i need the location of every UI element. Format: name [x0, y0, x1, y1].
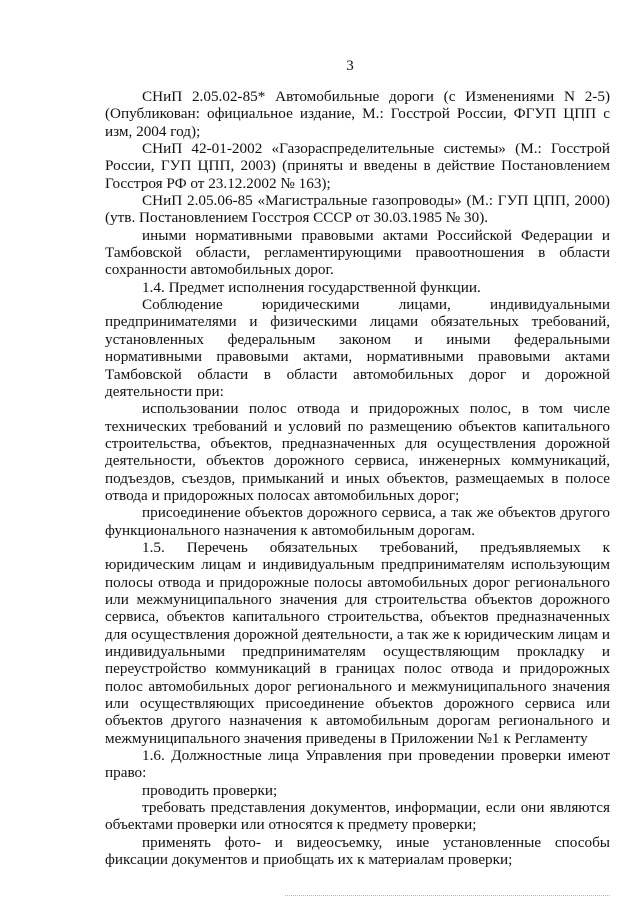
page-number: 3 [346, 58, 354, 74]
paragraph-connection-of-objects: присоединение объектов дорожного сервиса, а так же объектов другого функционального назначения к автомобильным дорогам. [105, 504, 610, 539]
list-item-request-documents: требовать представления документов, информации, если они являются объектами проверки или относятся к предмету проверки; [105, 799, 610, 834]
paragraph-snip-gas-pipelines: СНиП 2.05.06-85 «Магистральные газопроводы» (М.: ГУП ЦПП, 2000) (утв. Постановлением Госстроя СССР от 30.03.1985 № 30). [105, 192, 610, 227]
bottom-divider [285, 895, 610, 896]
paragraph-other-legal-acts: иными нормативными правовыми актами Российской Федерации и Тамбовской области, регламентирующими правоотношения в области сохранности автомобильных дорог. [105, 226, 610, 279]
list-item-photo-video: применять фото- и видеосъемку, иные установленные способы фиксации документов и приобщать их к материалам проверки; [105, 833, 610, 869]
section-heading-1-4: 1.4. Предмет исполнения государственной функции. [142, 278, 481, 296]
paragraph-compliance: Соблюдение юридическими лицами, индивидуальными предпринимателями и физическими лицами обязательных требований, установленных федеральным законом и иными федеральными нормативными правовыми актами, нормативными правовыми актами Тамбовской области в области автомобильных дорог и дорожной деятельности при: [105, 296, 610, 400]
section-1-5-requirements: 1.5. Перечень обязательных требований, предъявляемых к юридическим лицам и индивидуальным предпринимателям использующим полосы отвода и придорожные полосы автомобильных дорог регионального или межмуниципального значения для строительства объектов дорожного сервиса, объектов капитального строительства, объектов предназначенных для осуществления дорожной деятельности, а так же к юридическим лицам и индивидуальными предпринимателям осуществляющим прокладку и переустройство коммуникаций в границах полос отвода и придорожных полос автомобильных дорог регионального и межмуниципального значения или осуществляющих присоединение объектов дорожного сервиса или объектов другого назначения к автомобильным дорогам регионального и межмуниципального значения приведены в Приложении №1 к Регламенту [105, 538, 610, 747]
paragraph-snip-gas-distribution: СНиП 42-01-2002 «Газораспределительные системы» (М.: Госстрой России, ГУП ЦПП, 2003) (приняты и введены в действие Постановлением Госстроя РФ от 23.12.2002 № 163); [105, 140, 610, 192]
list-item-conduct-inspections: проводить проверки; [142, 781, 278, 799]
section-1-6-officials-rights: 1.6. Должностные лица Управления при проведении проверки имеют право: [105, 747, 610, 782]
paragraph-snip-roads: СНиП 2.05.02-85* Автомобильные дороги (с Изменениями N 2-5) (Опубликован: официальное издание, М.: Госстрой России, ФГУП ЦПП с изм, 2004 год); [105, 88, 610, 140]
paragraph-use-of-right-of-way: использовании полос отвода и придорожных полос, в том числе технических требований и условий по размещению объектов капитального строительства, объектов, предназначенных для осуществления дорожной деятельности, объектов дорожного сервиса, инженерных коммуникаций, подъездов, съездов, примыканий и иных объектов, размещаемых в полосе отвода и придорожных полосах автомобильных дорог; [105, 400, 610, 504]
document-body [105, 88, 610, 868]
